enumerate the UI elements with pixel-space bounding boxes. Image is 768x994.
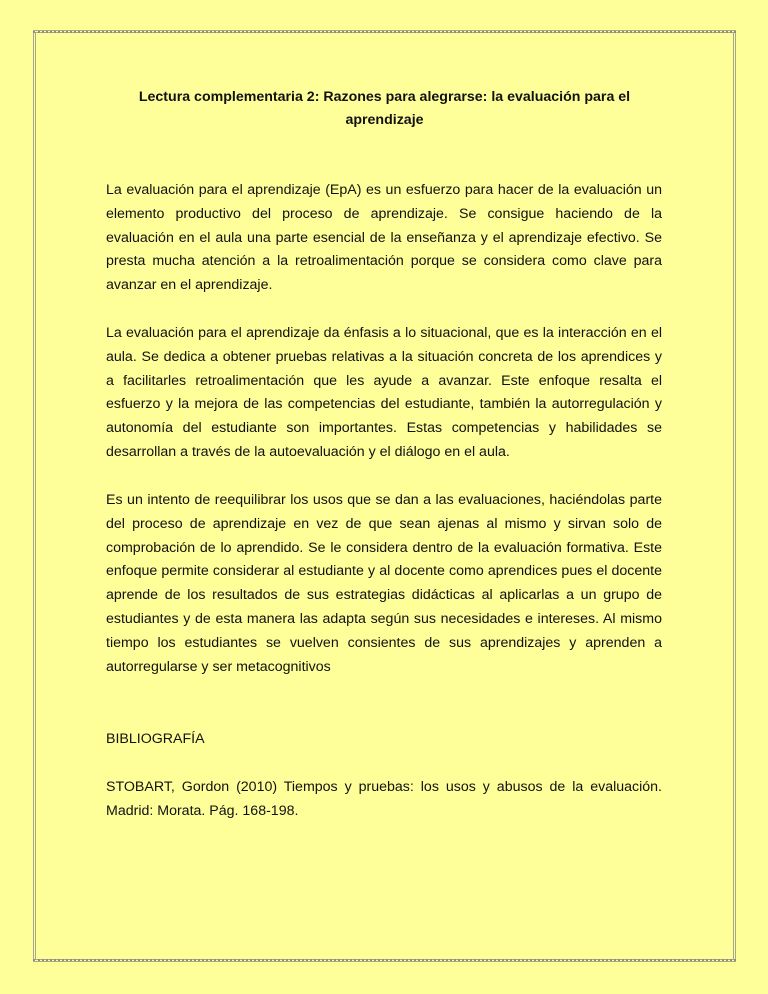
bibliography-heading: BIBLIOGRAFÍA (106, 731, 205, 747)
paragraph-3: Es un intento de reequilibrar los usos que se dan a las evaluaciones, haciéndolas parte del proceso de aprendizaje en vez de que sean ajenas al mismo y sirvan solo de comprobación de lo aprendido. Se le considera dentro de la evaluación formativa. Este enfoque permite considerar al estudiante y al docente como aprendices pues el docente aprende de los resultados de sus estrategias didácticas al aplicarlas a un grupo de estudiantes y de esta manera las adapta según sus necesidades e intereses. Al mismo tiempo los estudiantes se vuelven consientes de sus aprendizajes y aprenden a autorregularse y ser metacognitivos (106, 492, 662, 675)
border-dotted-top (33, 31, 736, 33)
bibliography-entry: STOBART, Gordon (2010) Tiempos y pruebas: los usos y abusos de la evaluación. Madrid: Morata. Pág. 168-198. (106, 779, 662, 819)
border-dotted-bottom (33, 959, 736, 961)
document-title: Lectura complementaria 2: Razones para alegrarse: la evaluación para el aprendizaje (138, 89, 631, 128)
paragraph-2: La evaluación para el aprendizaje da énfasis a lo situacional, que es la interacción en el aula. Se dedica a obtener pruebas relativas a la situación concreta de los aprendices y a facilitarles retroalimentación que les ayude a avanzar. Este enfoque resalta el esfuerzo y la mejora de las competencias del estudiante, también la autorregulación y autonomía del estudiante son importantes. Estas competencias y habilidades se desarrollan a través de la autoevaluación y el diálogo en el aula. (106, 325, 662, 460)
paragraph-1: La evaluación para el aprendizaje (EpA) es un esfuerzo para hacer de la evaluación un elemento productivo del proceso de aprendizaje. Se consigue haciendo de la evaluación en el aula una parte esencial de la enseñanza y el aprendizaje efectivo. Se presta mucha atención a la retroalimentación porque se considera como clave para avanzar en el aprendizaje. (106, 182, 662, 294)
